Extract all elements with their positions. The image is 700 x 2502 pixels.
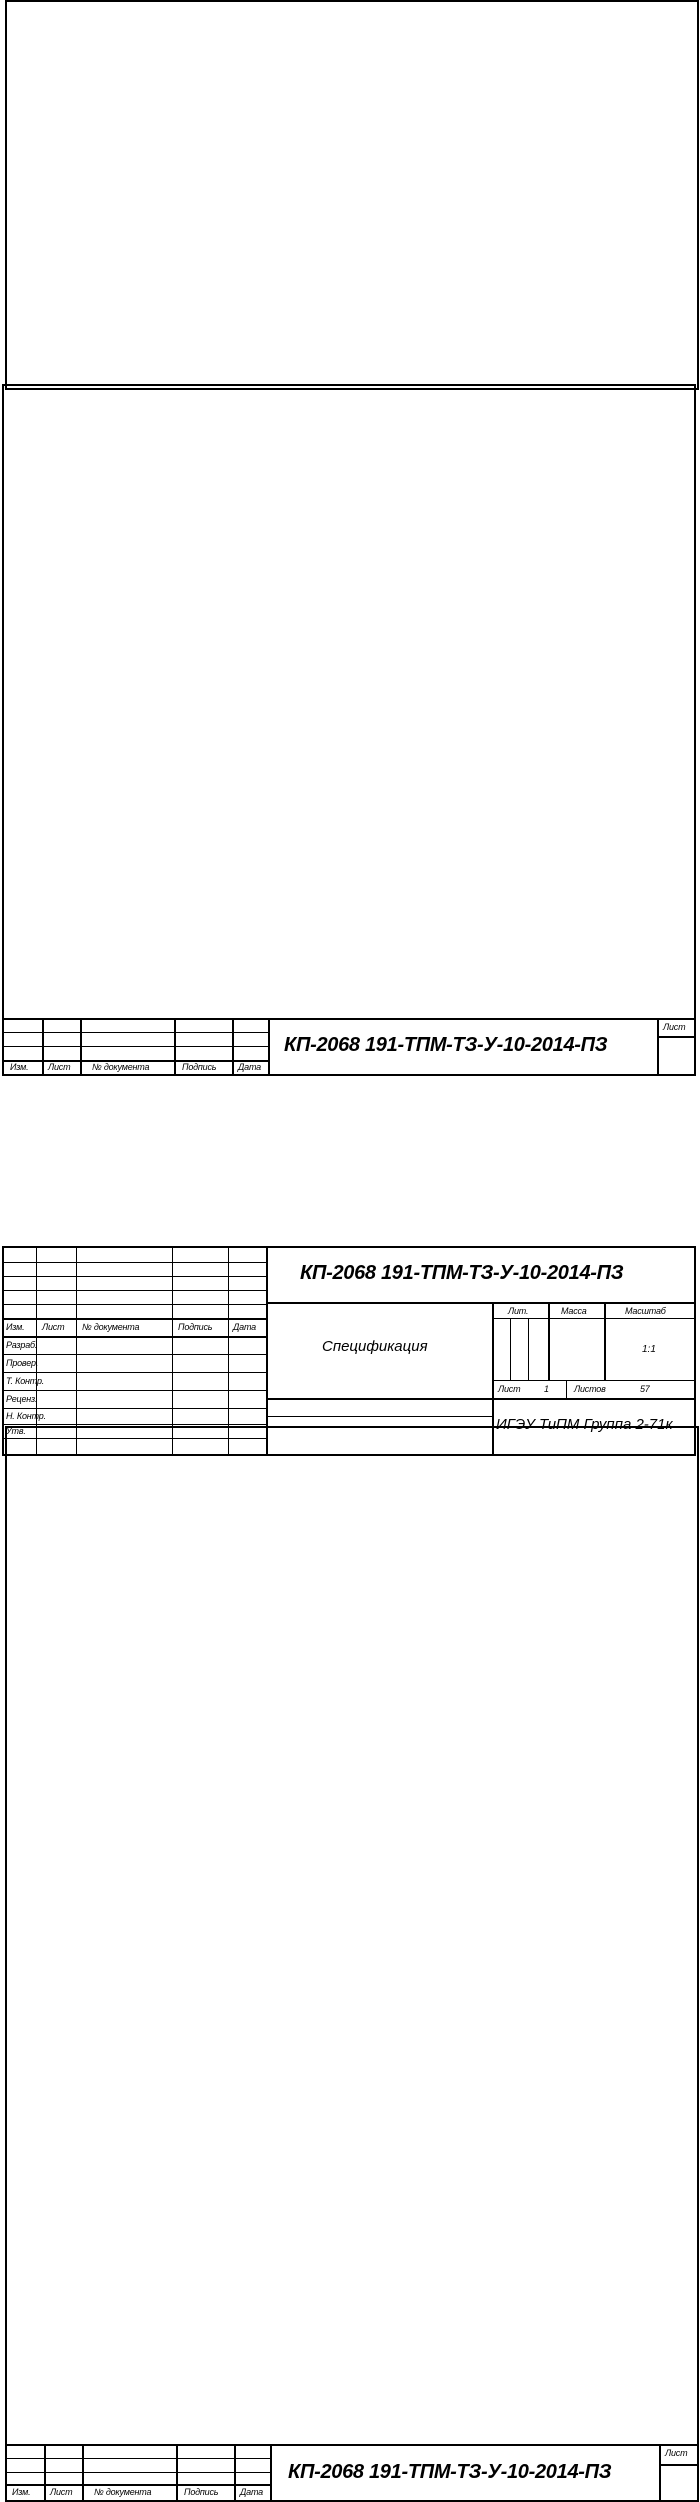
document-designation: КП-2068 191-ТПМ-ТЗ-У-10-2014-ПЗ	[284, 1034, 608, 1056]
sheets-label: Листов	[574, 1384, 606, 1394]
document-title: Спецификация	[322, 1338, 428, 1355]
page-frame-3	[5, 1426, 699, 2502]
bottom-col-list: Лист	[50, 2487, 73, 2497]
sheets-value: 57	[640, 1384, 650, 1394]
role-norm-control: Н. Контр.	[6, 1411, 46, 1421]
col-date: Дата	[238, 1062, 261, 1072]
bottom-document-designation: КП-2068 191-ТПМ-ТЗ-У-10-2014-ПЗ	[288, 2461, 612, 2483]
col-izm: Изм.	[10, 1062, 29, 1072]
col-doc-number: № документа	[92, 1062, 150, 1072]
page-frame-2	[2, 384, 696, 1076]
role-developer: Разраб.	[6, 1340, 38, 1350]
scale-value: 1:1	[642, 1344, 656, 1355]
main-col-date: Дата	[233, 1322, 256, 1332]
bottom-col-signature: Подпись	[184, 2487, 219, 2497]
bottom-col-date: Дата	[240, 2487, 263, 2497]
role-approver: Утв.	[6, 1426, 26, 1436]
main-document-designation: КП-2068 191-ТПМ-ТЗ-У-10-2014-ПЗ	[300, 1262, 624, 1284]
main-col-signature: Подпись	[178, 1322, 213, 1332]
lit-label: Лит.	[508, 1306, 529, 1316]
role-checker: Провер.	[6, 1358, 39, 1368]
role-tech-control: Т. Контр.	[6, 1376, 45, 1386]
main-col-izm: Изм.	[6, 1322, 25, 1332]
scale-label: Масштаб	[625, 1306, 666, 1316]
bottom-col-izm: Изм.	[12, 2487, 31, 2497]
mass-label: Масса	[561, 1306, 587, 1316]
bottom-col-doc-number: № документа	[94, 2487, 152, 2497]
organization-name: ИГЭУ ТиПМ Группа 2-71к	[496, 1416, 673, 1433]
role-reviewer: Реценз.	[6, 1394, 38, 1404]
main-col-doc-number: № документа	[82, 1322, 140, 1332]
bottom-sheet-label: Лист	[665, 2448, 688, 2458]
sheet-label: Лист	[663, 1022, 686, 1032]
sheet-label: Лист	[498, 1384, 521, 1394]
col-list: Лист	[48, 1062, 71, 1072]
sheet-value: 1	[544, 1384, 549, 1394]
page-frame-1	[5, 0, 699, 390]
main-col-list: Лист	[42, 1322, 65, 1332]
col-signature: Подпись	[182, 1062, 217, 1072]
